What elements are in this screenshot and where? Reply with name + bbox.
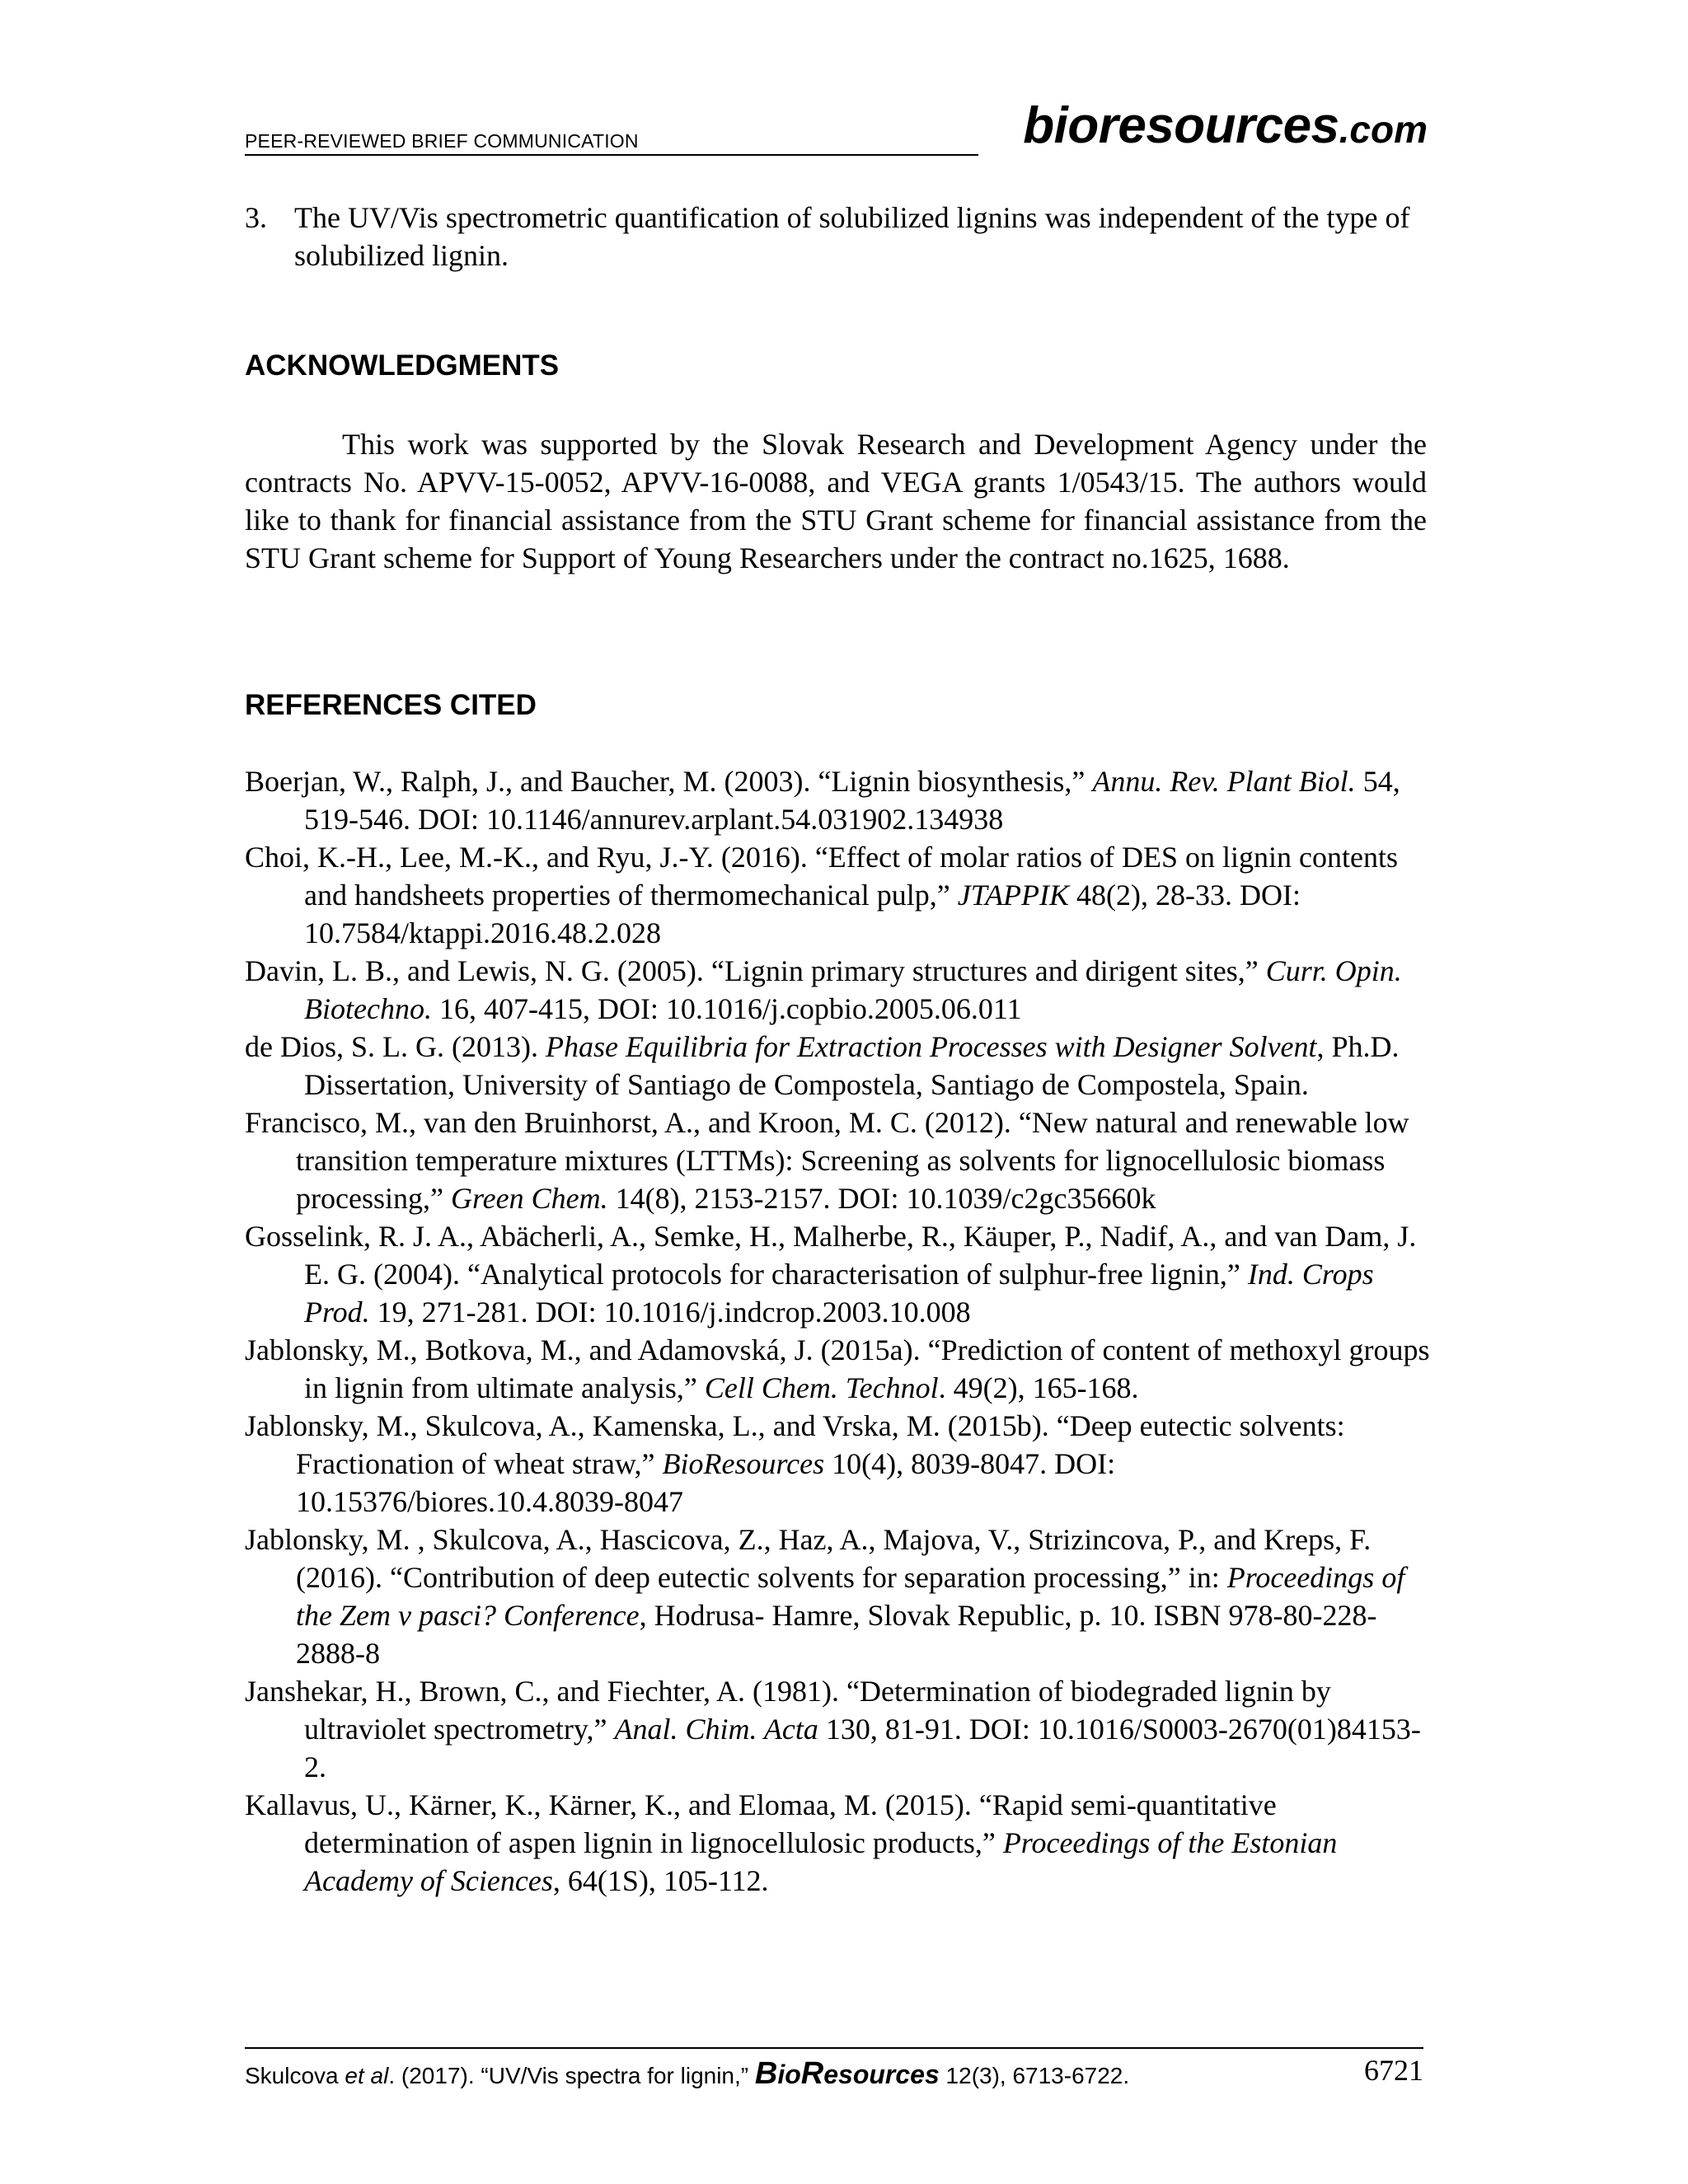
brand-main: bioresources bbox=[1023, 97, 1339, 154]
conclusion-number: 3. bbox=[245, 201, 267, 234]
page-number: 6721 bbox=[1364, 2054, 1423, 2087]
footer-authors: Skulcova bbox=[245, 2063, 345, 2088]
reference-item: Choi, K.-H., Lee, M.-K., and Ryu, J.-Y. (2016). “Effect of molar ratios of DES on lignin contents and handsheets properties of thermomechanical pulp,” JTAPPIK 48(2), 28-33. DOI: 10.7584/ktappi.2016.48.2.028 bbox=[245, 841, 1398, 949]
reference-item: Kallavus, U., Kärner, K., Kärner, K., and Elomaa, M. (2015). “Rapid semi-quantitative determination of aspen lignin in lignocellulosic products,” Proceedings of the Estonian Academy of Sciences, 64(1S), 105-112. bbox=[245, 1788, 1338, 1897]
page-footer bbox=[245, 2056, 1423, 2092]
acknowledgments-heading: ACKNOWLEDGMENTS bbox=[245, 349, 560, 382]
header-rule bbox=[245, 154, 978, 156]
references-heading: REFERENCES CITED bbox=[245, 689, 537, 721]
footer-journal: BioResources bbox=[754, 2056, 940, 2091]
reference-item: Jablonsky, M., Botkova, M., and Adamovská, J. (2015a). “Prediction of content of methoxyl groups in lignin from ultimate analysis,” Cell Chem. Technol. 49(2), 165-168. bbox=[245, 1333, 1430, 1404]
acknowledgments-text: This work was supported by the Slovak Research and Development Agency under the contracts No. APVV-15-0052, APVV-16-0088, and VEGA grants 1/0543/15. The authors would like to thank for financial assistance from the STU Grant scheme for financial assistance from the STU Grant scheme for Support of Young Researchers under the contract no.1625, 1688. bbox=[245, 428, 1427, 574]
footer-etal: et al bbox=[345, 2063, 389, 2088]
reference-list bbox=[245, 762, 1432, 1900]
footer-citation: . (2017). “UV/Vis spectra for lignin,” bbox=[388, 2063, 755, 2088]
reference-item: Janshekar, H., Brown, C., and Fiechter, A. (1981). “Determination of biodegraded lignin by ultraviolet spectrometry,” Anal. Chim. Acta 130, 81-91. DOI: 10.1016/S0003-2670(01)84153-2. bbox=[245, 1675, 1421, 1783]
reference-item: Gosselink, R. J. A., Abächerli, A., Semke, H., Malherbe, R., Käuper, P., Nadif, A., and van Dam, J. E. G. (2004). “Analytical protocols for characterisation of sulphur-free lignin,” Ind. Crops Prod. 19, 271-281. DOI: 10.1016/j.indcrop.2003.10.008 bbox=[245, 1220, 1417, 1329]
reference-item: Francisco, M., van den Bruinhorst, A., and Kroon, M. C. (2012). “New natural and renewable low transition temperature mixtures (LTTMs): Screening as solvents for lignocellulosic biomass processing,” Green Chem. 14(8), 2153-2157. DOI: 10.1039/c2gc35660k bbox=[245, 1106, 1409, 1215]
reference-item: de Dios, S. L. G. (2013). Phase Equilibria for Extraction Processes with Designer Solvent, Ph.D. Dissertation, University of Santiago de Compostela, Santiago de Compostela, Spain. bbox=[245, 1030, 1400, 1101]
acknowledgments-body bbox=[245, 425, 1427, 577]
journal-brand bbox=[1023, 97, 1428, 154]
reference-item: Jablonsky, M., Skulcova, A., Kamenska, L., and Vrska, M. (2015b). “Deep eutectic solvents: Fractionation of wheat straw,” BioResources 10(4), 8039-8047. DOI: 10.15376/biores.10.4.8039-8047 bbox=[245, 1409, 1345, 1518]
running-header-label: PEER-REVIEWED BRIEF COMMUNICATION bbox=[245, 130, 639, 152]
conclusion-text: The UV/Vis spectrometric quantification of solubilized lignins was independent of the type of solubilized lignin. bbox=[294, 201, 1410, 272]
reference-item: Jablonsky, M. , Skulcova, A., Hascicova, Z., Haz, A., Majova, V., Strizincova, P., and Kreps, F. (2016). “Contribution of deep eutectic solvents for separation processing,” in: Proceedings of the Zem v pasci? Conference, Hodrusa- Hamre, Slovak Republic, p. 10. ISBN 978-80-228-2888-8 bbox=[245, 1523, 1405, 1670]
reference-item: Boerjan, W., Ralph, J., and Baucher, M. (2003). “Lignin biosynthesis,” Annu. Rev. Plant Biol. 54, 519-546. DOI: 10.1146/annurev.arplant.54.031902.134938 bbox=[245, 765, 1400, 836]
reference-item: Davin, L. B., and Lewis, N. G. (2005). “Lignin primary structures and dirigent sites,” Curr. Opin. Biotechno. 16, 407-415, DOI: 10.1016/j.copbio.2005.06.011 bbox=[245, 954, 1402, 1025]
footer-rule bbox=[245, 2047, 1423, 2049]
brand-suffix: .com bbox=[1339, 108, 1428, 151]
footer-volume: 12(3), 6713-6722. bbox=[939, 2063, 1130, 2088]
